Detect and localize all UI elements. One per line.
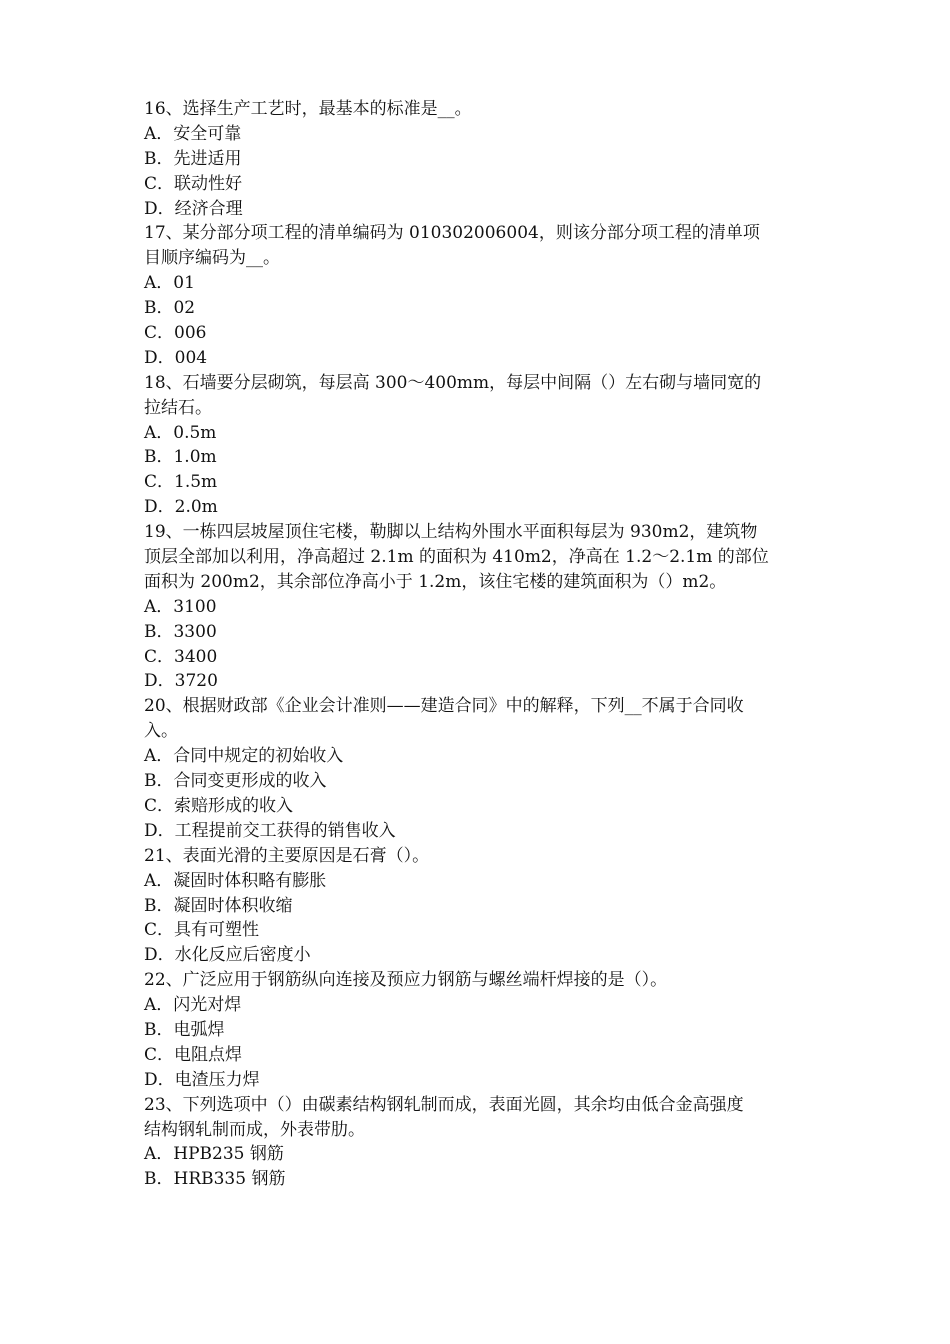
question-22 — [144, 968, 814, 1092]
question-stem-line: 结构钢轧制而成，外表带肋。 — [144, 1119, 365, 1140]
option-a: A．凝固时体积略有膨胀 — [144, 870, 327, 891]
option-b: B．电弧焊 — [144, 1019, 225, 1040]
question-stem-line: 入。 — [144, 721, 178, 742]
option-b: B．凝固时体积收缩 — [144, 895, 293, 916]
option-a: A．0.5m — [144, 422, 217, 443]
question-stem-line: 22、广泛应用于钢筋纵向连接及预应力钢筋与螺丝端杆焊接的是（）。 — [144, 970, 668, 991]
option-d: D．004 — [144, 347, 208, 368]
question-23 — [144, 1093, 814, 1193]
option-d: D．工程提前交工获得的销售收入 — [144, 820, 396, 841]
question-16 — [144, 97, 814, 221]
option-b: B．3300 — [144, 621, 217, 642]
option-c: C．索赔形成的收入 — [144, 795, 294, 816]
question-stem-line: 21、表面光滑的主要原因是石膏（）。 — [144, 845, 430, 866]
option-b: B．合同变更形成的收入 — [144, 771, 327, 792]
option-c: C．电阻点焊 — [144, 1044, 243, 1065]
question-18 — [144, 371, 814, 520]
question-21 — [144, 844, 814, 968]
option-a: A．合同中规定的初始收入 — [144, 746, 344, 767]
option-c: C．具有可塑性 — [144, 920, 260, 941]
question-stem-line: 16、选择生产工艺时，最基本的标准是__。 — [144, 99, 472, 119]
question-stem-line: 18、石墙要分层砌筑，每层高 300～400mm，每层中间隔（）左右砌与墙同宽的 — [144, 372, 762, 393]
question-stem-line: 17、某分部分项工程的清单编码为 010302006004，则该分部分项工程的清单项 — [144, 223, 760, 244]
question-stem-line: 拉结石。 — [144, 397, 212, 418]
option-d: D．电渣压力焊 — [144, 1069, 260, 1090]
option-d: D．2.0m — [144, 497, 218, 518]
option-d: D．经济合理 — [144, 198, 243, 219]
question-20 — [144, 694, 814, 843]
option-c: C．006 — [144, 323, 207, 344]
option-c: C．联动性好 — [144, 173, 243, 194]
question-stem-line: 面积为 200m2，其余部位净高小于 1.2m，该住宅楼的建筑面积为（）m2。 — [144, 571, 727, 592]
option-c: C．3400 — [144, 646, 218, 667]
option-a: A．HPB235 钢筋 — [144, 1144, 284, 1165]
option-a: A．闪光对焊 — [144, 995, 242, 1016]
option-b: B．02 — [144, 298, 196, 319]
question-stem-line: 20、根据财政部《企业会计准则——建造合同》中的解释，下列__不属于合同收 — [144, 696, 744, 717]
question-stem-line: 目顺序编码为__。 — [144, 248, 280, 269]
question-list — [144, 97, 814, 1192]
question-stem-line: 顶层全部加以利用，净高超过 2.1m 的面积为 410m2，净高在 1.2～2.1m 的部位 — [144, 547, 769, 568]
option-d: D．3720 — [144, 671, 218, 692]
option-a: A．01 — [144, 273, 195, 294]
option-b: B．1.0m — [144, 447, 217, 468]
option-a: A．安全可靠 — [144, 123, 242, 144]
option-b: B．先进适用 — [144, 148, 242, 169]
option-a: A．3100 — [144, 596, 217, 617]
option-b: B．HRB335 钢筋 — [144, 1169, 286, 1190]
question-19 — [144, 520, 814, 694]
question-stem-line: 23、下列选项中（）由碳素结构钢轧制而成，表面光圆，其余均由低合金高强度 — [144, 1094, 744, 1115]
question-17 — [144, 221, 814, 370]
question-stem-line: 19、一栋四层坡屋顶住宅楼，勒脚以上结构外围水平面积每层为 930m2，建筑物 — [144, 522, 758, 543]
option-c: C．1.5m — [144, 472, 218, 493]
option-d: D．水化反应后密度小 — [144, 945, 311, 966]
